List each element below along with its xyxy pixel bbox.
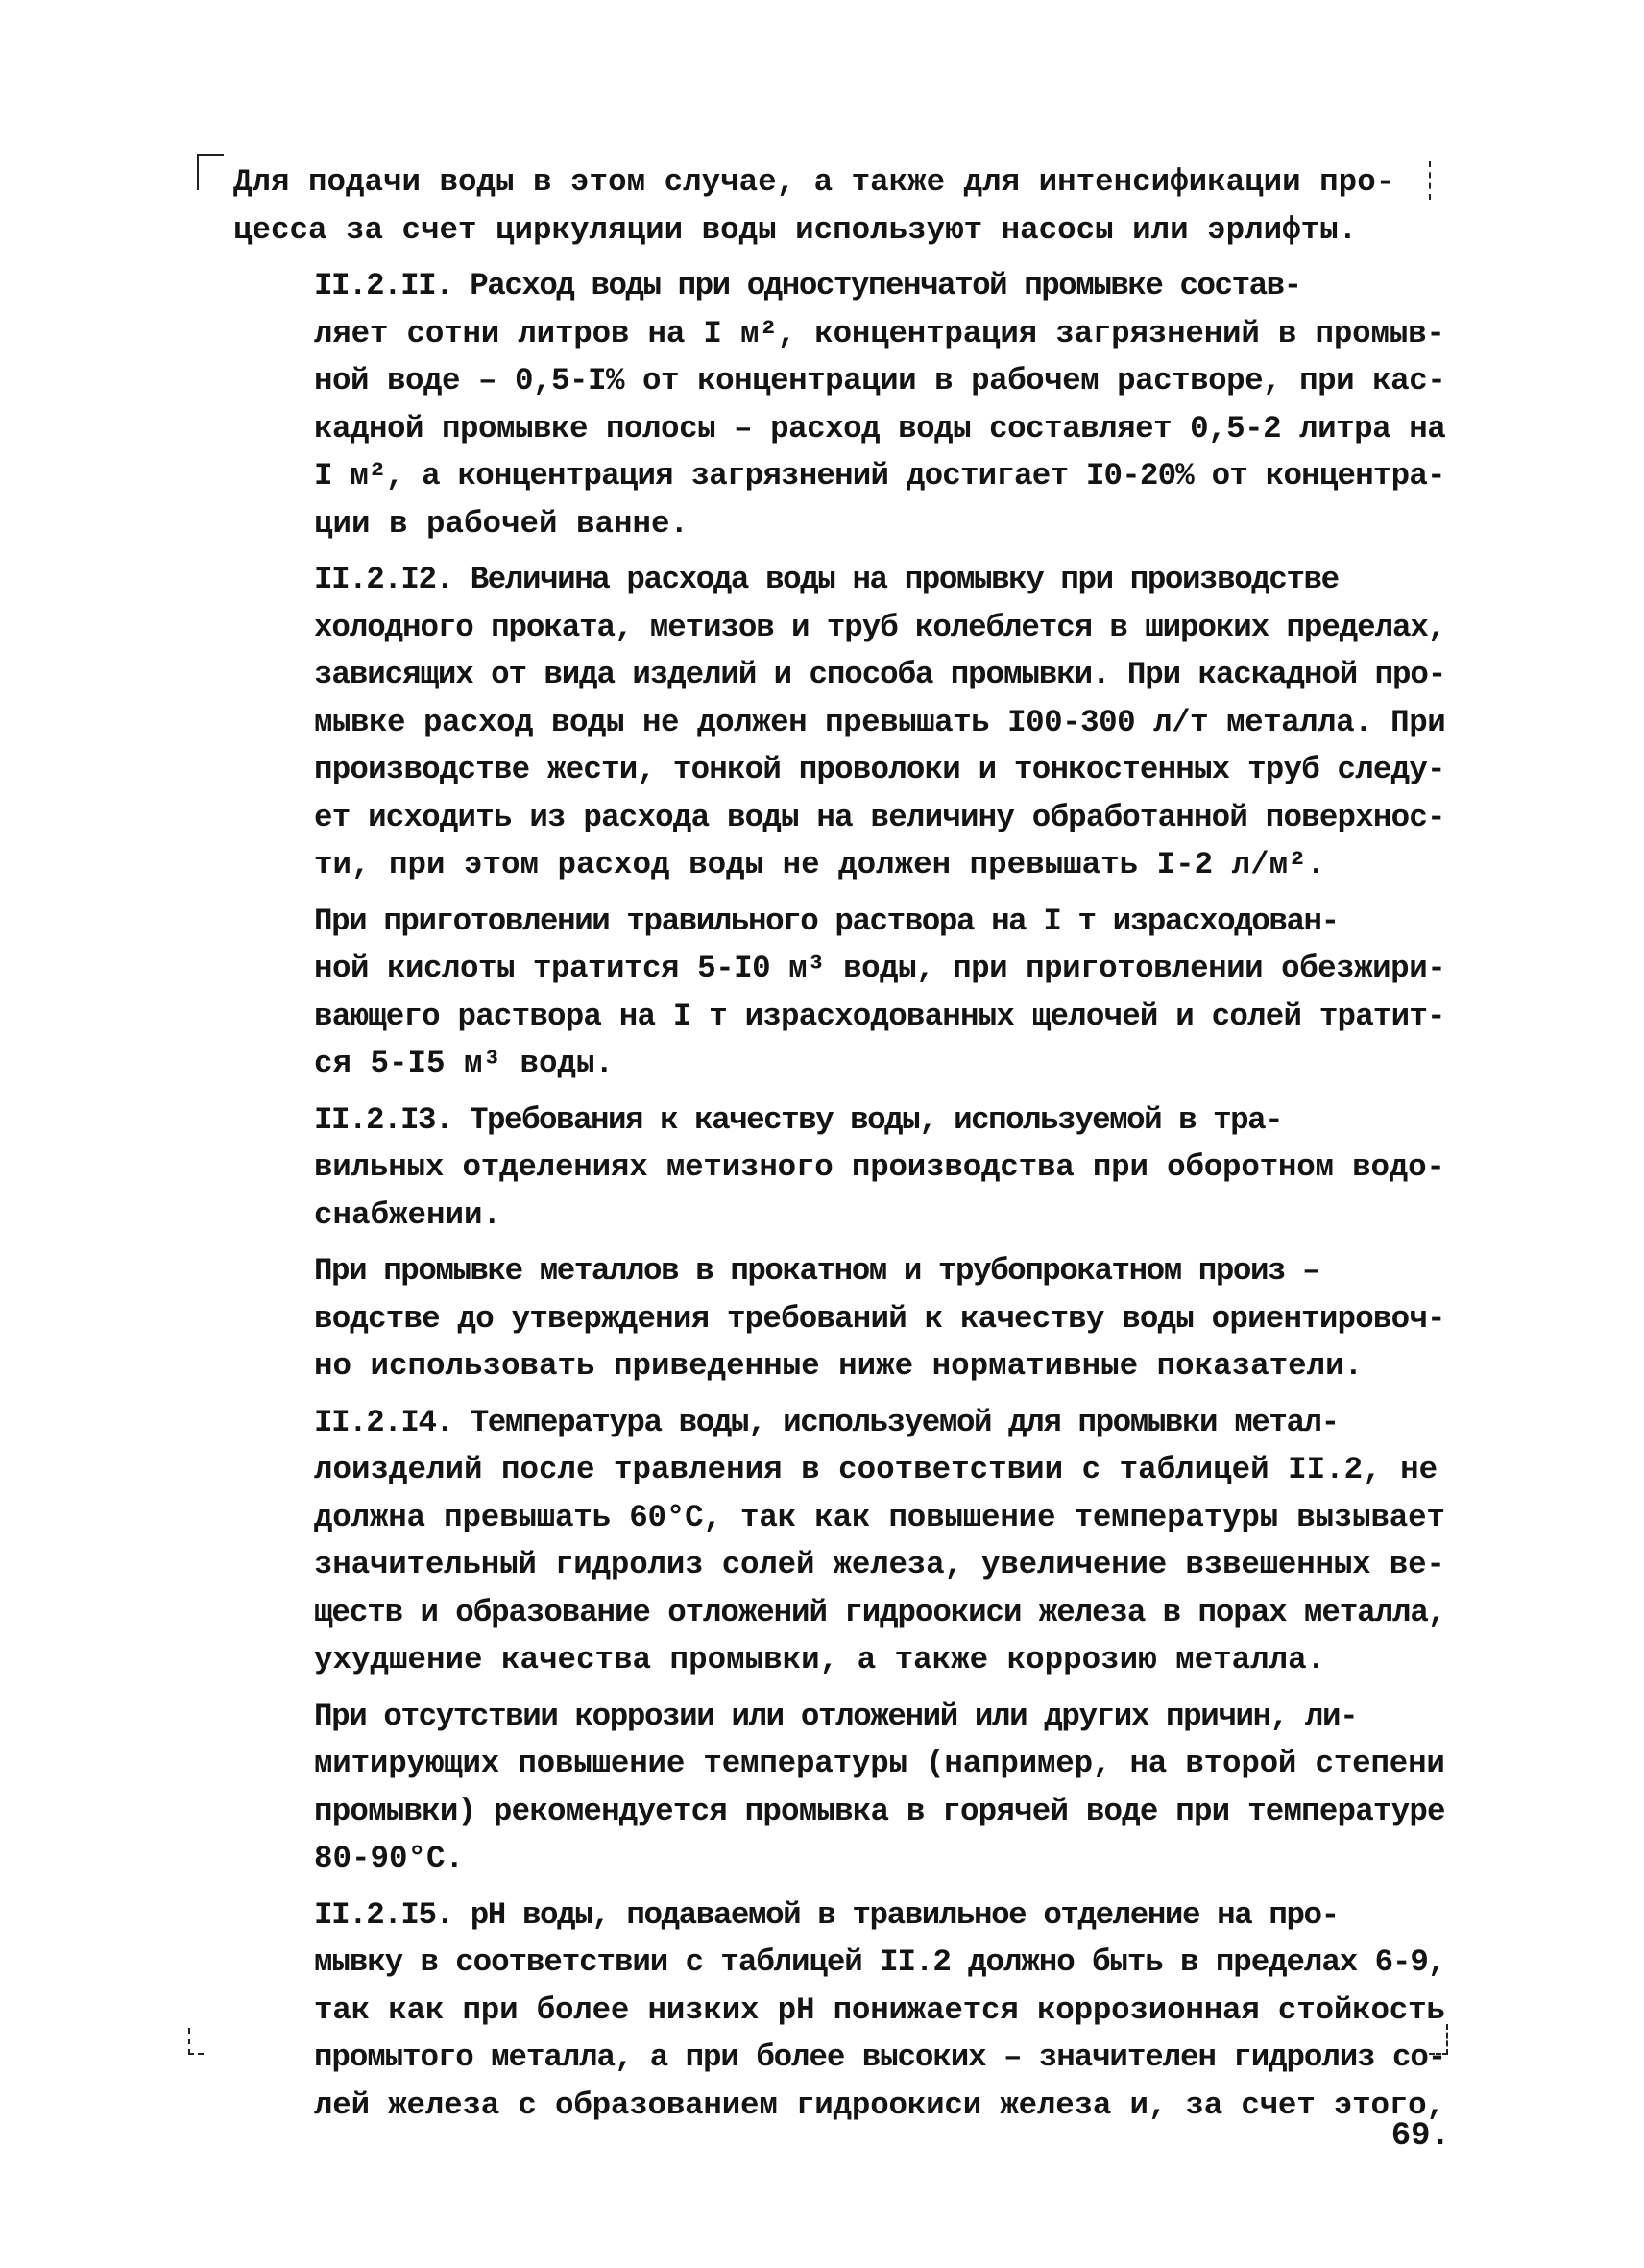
text-line: II.2.I2. Величина расхода воды на промывку при производстве: [314, 562, 1339, 597]
crop-mark-top-left: [197, 154, 224, 190]
text-line: ти, при этом расход воды не должен превышать I-2 л/м².: [314, 847, 1326, 882]
paragraph: [233, 556, 1445, 889]
text-line: производстве жести, тонкой проволоки и тонкостенных труб следу-: [314, 752, 1445, 787]
text-line: промывки) рекомендуется промывка в горячей воде при температуре: [314, 1793, 1445, 1829]
text-line: II.2.II. Расход воды при одноступенчатой промывке состав-: [314, 268, 1301, 303]
text-line: При отсутствии коррозии или отложений или других причин, ли-: [314, 1698, 1358, 1734]
paragraph: [233, 1097, 1445, 1240]
text-line: ухудшение качества промывки, а также коррозию металла.: [314, 1642, 1326, 1677]
text-line: зависящих от вида изделий и способа промывки. При каскадной про-: [314, 657, 1446, 692]
text-line: промытого металла, а при более высоких – значителен гидролиз со-: [314, 2039, 1446, 2075]
text-line: I м², а концентрация загрязнений достигает I0-20% от концентра-: [314, 458, 1445, 494]
text-line: II.2.I5. рН воды, подаваемой в травильное отделение на про-: [314, 1896, 1339, 1933]
text-line: ной кислоты тратится 5-I0 м³ воды, при приготовлении обезжири-: [314, 951, 1446, 986]
crop-mark-bottom-left: [188, 2028, 204, 2055]
text-line: вающего раствора на I т израсходованных щелочей и солей тратит-: [314, 998, 1445, 1034]
paragraph: [233, 1892, 1445, 2130]
text-line: кадной промывке полосы – расход воды составляет 0,5-2 литра на: [314, 410, 1446, 446]
text-line: ции в рабочей ванне.: [314, 505, 689, 542]
body-text: [233, 158, 1445, 2137]
text-line: водстве до утверждения требований к качеству воды ориентировоч-: [314, 1300, 1445, 1337]
text-line: цесса за счет циркуляции воды используют насосы или эрлифты.: [233, 211, 1358, 248]
text-line: лоизделий после травления в соответствии с таблицей II.2, не: [314, 1452, 1438, 1487]
text-line: II.2.I4. Температура воды, используемой для промывки метал-: [314, 1404, 1339, 1440]
paragraph: [233, 262, 1445, 547]
text-line: должна превышать 60°С, так как повышение температуры вызывает: [314, 1499, 1445, 1535]
text-line: ществ и образование отложений гидроокиси железа в порах металла,: [314, 1594, 1446, 1630]
text-line: мывку в соответствии с таблицей II.2 должно быть в пределах 6-9,: [314, 1944, 1446, 1980]
text-line: значительный гидролиз солей железа, увеличение взвешенных ве-: [314, 1547, 1445, 1582]
text-line: II.2.I3. Требования к качеству воды, используемой в тра-: [314, 1101, 1283, 1138]
text-line: Для подачи воды в этом случае, а также для интенсификации про-: [233, 164, 1395, 200]
text-line: митирующих повышение температуры (например, на второй степени: [314, 1746, 1445, 1781]
text-line: ет исходить из расхода воды на величину обработанной поверхнос-: [314, 799, 1445, 835]
paragraph: [233, 1693, 1445, 1883]
text-line: ной воде – 0,5-I% от концентрации в рабочем растворе, при кас-: [314, 363, 1446, 398]
text-line: снабжении.: [314, 1196, 502, 1233]
text-line: так как при более низких рН понижается коррозионная стойкость: [314, 1991, 1445, 2028]
text-line: ляет сотни литров на I м², концентрация загрязнений в промыв-: [314, 315, 1445, 351]
text-line: но использовать приведенные ниже нормативные показатели.: [314, 1348, 1364, 1384]
paragraph: [233, 898, 1445, 1088]
paragraph: [233, 158, 1445, 253]
text-line: ся 5-I5 м³ воды.: [314, 1046, 615, 1081]
text-line: При промывке металлов в прокатном и трубопрокатном произ –: [314, 1253, 1320, 1289]
text-line: мывке расход воды не должен превышать I00-300 л/т металла. При: [314, 704, 1446, 740]
text-line: При приготовлении травильного раствора на I т израсходован-: [314, 903, 1339, 939]
text-line: 80-90°С.: [314, 1841, 465, 1876]
text-line: холодного проката, метизов и труб колеблется в широких пределах,: [314, 609, 1446, 645]
paragraph: [233, 1247, 1445, 1390]
text-line: лей железа с образованием гидроокиси железа и, за счет этого,: [314, 2087, 1445, 2123]
page-number: 69.: [1390, 2118, 1450, 2155]
paragraph: [233, 1399, 1445, 1684]
text-line: вильных отделениях метизного производства при оборотном водо-: [314, 1149, 1445, 1185]
